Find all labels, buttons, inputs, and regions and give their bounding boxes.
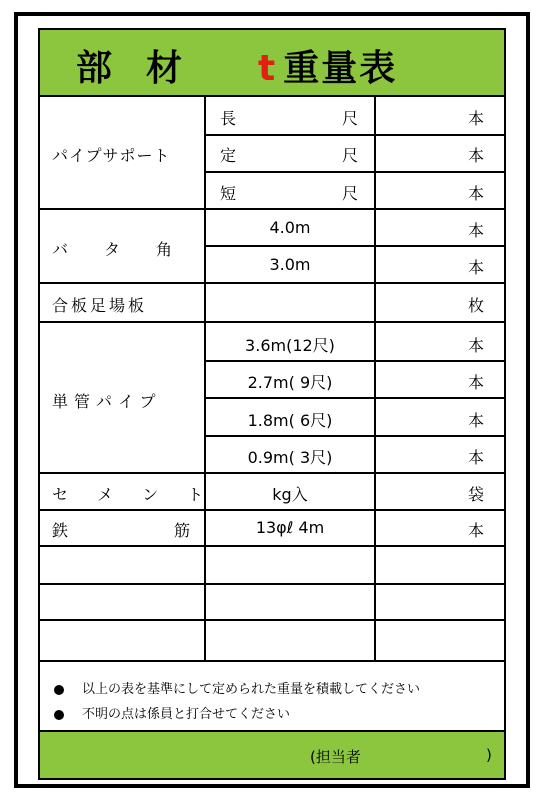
spec-unit: 尺 <box>342 109 359 128</box>
notes-section <box>40 660 504 730</box>
person-in-charge-label: (担当者 <box>310 748 361 766</box>
bullet-icon <box>54 710 64 720</box>
count-unit: 本 <box>468 258 485 277</box>
title-header <box>40 30 504 97</box>
spec-2-7m: 2.7m( 9尺) <box>247 373 333 392</box>
person-in-charge-close: ) <box>486 746 492 764</box>
spec-unit: 尺 <box>342 184 359 203</box>
label-cement: セ メ ン ト <box>52 485 216 504</box>
count-unit: 本 <box>468 146 485 165</box>
spec-kg: kg入 <box>272 485 308 504</box>
footer-bar <box>40 730 504 778</box>
spec-long: 長 <box>220 109 237 128</box>
row-divider <box>40 208 504 210</box>
label-pipe-support: パイプサポート <box>52 146 171 165</box>
row-divider <box>40 583 504 585</box>
spec-0-9m: 0.9m( 3尺) <box>247 448 333 467</box>
label-bata-kaku: バ タ 角 <box>52 240 183 259</box>
title-part2: 材 <box>146 48 185 89</box>
row-divider <box>40 321 504 323</box>
count-unit: 袋 <box>468 485 485 504</box>
title-part1: 部 <box>76 48 115 89</box>
row-divider <box>40 545 504 547</box>
count-unit: 本 <box>468 184 485 203</box>
sub-row-divider <box>204 435 504 437</box>
label-rebar-right: 筋 <box>174 521 191 540</box>
spec-unit: 尺 <box>342 146 359 165</box>
col-divider-2 <box>374 97 376 660</box>
spec-1-8m: 1.8m( 6尺) <box>247 411 333 430</box>
sub-row-divider <box>204 397 504 399</box>
count-unit: 本 <box>468 521 485 540</box>
spec-3m: 3.0m <box>269 255 311 274</box>
label-rebar-left: 鉄 <box>52 521 69 540</box>
sub-row-divider <box>204 134 504 136</box>
title-part3: 重量表 <box>283 48 398 89</box>
row-divider <box>40 282 504 284</box>
note-text: 以上の表を基準にして定められた重量を積載してください <box>82 682 421 697</box>
note-text: 不明の点は係員と打合せてください <box>82 707 291 722</box>
count-unit: 本 <box>468 221 485 240</box>
count-unit: 本 <box>468 411 485 430</box>
count-unit: 本 <box>468 336 485 355</box>
bullet-icon <box>54 685 64 695</box>
weight-table-sign <box>38 28 506 780</box>
count-unit: 枚 <box>468 296 485 315</box>
sub-row-divider <box>204 171 504 173</box>
sub-row-divider <box>204 245 504 247</box>
sub-row-divider <box>204 360 504 362</box>
count-unit: 本 <box>468 448 485 467</box>
page-title <box>76 40 397 91</box>
spec-short: 短 <box>220 184 237 203</box>
note-2 <box>54 703 290 722</box>
row-divider <box>40 619 504 621</box>
count-unit: 本 <box>468 109 485 128</box>
title-unit: t <box>258 48 278 89</box>
row-divider <box>40 472 504 474</box>
label-plywood-board: 合板足場板 <box>52 296 148 315</box>
spec-fixed: 定 <box>220 146 237 165</box>
note-1 <box>54 678 420 697</box>
count-unit: 本 <box>468 373 485 392</box>
spec-3-6m: 3.6m(12尺) <box>245 336 335 355</box>
spec-rebar: 13φℓ 4m <box>255 518 325 537</box>
row-divider <box>40 509 504 511</box>
label-single-pipe: 単管パイプ <box>52 392 162 411</box>
spec-4m: 4.0m <box>269 218 311 237</box>
